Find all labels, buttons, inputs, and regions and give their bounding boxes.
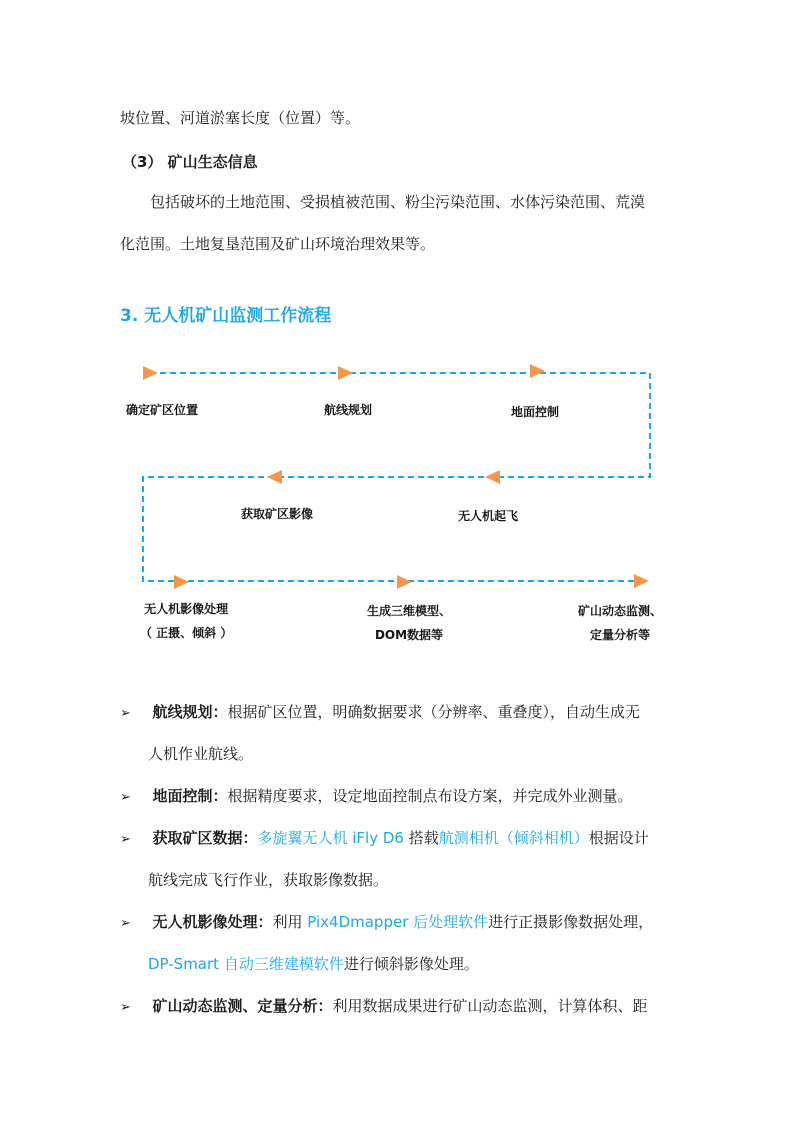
paragraph-line: 坡位置、河道淤塞长度（位置）等。 bbox=[120, 109, 361, 127]
bullet-text: 利用数据成果进行矿山动态监测，计算体积、距 bbox=[332, 997, 648, 1015]
section-title: 3. 无人机矿山监测工作流程 bbox=[120, 306, 332, 326]
bullet-item-acquire-data bbox=[120, 828, 649, 850]
flow-step-image-processing bbox=[140, 597, 232, 645]
flow-step-label: 无人机影像处理 bbox=[144, 602, 229, 616]
bullet-text: 进行倾斜影像处理。 bbox=[343, 955, 479, 973]
paragraph-line: 包括破坏的土地范围、受损植被范围、粉尘污染范围、水体污染范围、荒漠 bbox=[150, 193, 646, 211]
flow-step-sublabel: DOM数据等 bbox=[374, 628, 444, 642]
uav-model-link[interactable]: 多旋翼无人机 iFly D6 bbox=[257, 829, 404, 847]
arrow-right-icon bbox=[338, 366, 353, 380]
arrow-left-icon bbox=[485, 470, 500, 484]
bullet-title: 获取矿区数据： bbox=[152, 829, 258, 847]
flow-step-label: 矿山动态监测、 bbox=[578, 604, 663, 618]
bullet-text: 进行正摄影像数据处理， bbox=[488, 913, 654, 931]
bullet-text: 根据设计 bbox=[588, 829, 649, 847]
arrow-right-icon bbox=[397, 575, 412, 589]
flow-step-sublabel: （ 正摄、倾斜 ） bbox=[140, 626, 233, 640]
flow-step-uav-takeoff: 无人机起飞 bbox=[458, 509, 519, 523]
arrow-right-icon bbox=[143, 366, 158, 380]
bullet-item-ground-control bbox=[120, 786, 633, 808]
arrow-bullet-icon: ➢ bbox=[120, 1000, 131, 1015]
bullet-continuation: 航线完成飞行作业，获取影像数据。 bbox=[148, 871, 389, 889]
bullet-item-image-processing bbox=[120, 912, 653, 934]
bullet-text: 根据矿区位置，明确数据要求（分辨率、重叠度），自动生成无 bbox=[227, 703, 640, 721]
flow-step-route-planning: 航线规划 bbox=[324, 403, 373, 417]
bullet-text: 根据精度要求，设定地面控制点布设方案，并完成外业测量。 bbox=[227, 787, 633, 805]
arrow-bullet-icon: ➢ bbox=[120, 706, 131, 721]
bullet-item-route-planning bbox=[120, 702, 640, 724]
flow-step-ground-control: 地面控制 bbox=[511, 405, 560, 419]
flow-step-acquire-imagery: 获取矿区影像 bbox=[241, 507, 314, 521]
bullet-title: 矿山动态监测、定量分析： bbox=[152, 997, 333, 1015]
flow-connector-lines bbox=[143, 373, 650, 581]
arrow-bullet-icon: ➢ bbox=[120, 832, 131, 847]
bullet-item-monitoring bbox=[120, 996, 648, 1018]
bullet-title: 航线规划： bbox=[152, 703, 228, 721]
pix4d-link[interactable]: Pix4Dmapper 后处理软件 bbox=[307, 913, 489, 931]
bullet-title: 无人机影像处理： bbox=[152, 913, 273, 931]
dp-smart-link[interactable]: DP-Smart 自动三维建模软件 bbox=[148, 955, 344, 973]
bullet-text: 利用 bbox=[272, 913, 308, 931]
sub-heading: （3） 矿山生态信息 bbox=[122, 153, 258, 171]
arrow-bullet-icon: ➢ bbox=[120, 790, 131, 805]
arrow-right-icon bbox=[174, 575, 189, 589]
flow-step-sublabel: 定量分析等 bbox=[590, 628, 651, 642]
arrow-right-icon bbox=[530, 364, 545, 378]
flow-step-label: 生成三维模型、 bbox=[367, 604, 452, 618]
flow-step-3d-model bbox=[367, 599, 451, 647]
flow-step-site-location: 确定矿区位置 bbox=[126, 403, 199, 417]
bullet-title: 地面控制： bbox=[152, 787, 228, 805]
camera-link[interactable]: 航测相机（倾斜相机） bbox=[438, 829, 589, 847]
arrow-right-icon bbox=[634, 574, 649, 588]
bullet-continuation: 人机作业航线。 bbox=[148, 745, 254, 763]
paragraph-line: 化范围。土地复垦范围及矿山环境治理效果等。 bbox=[120, 235, 436, 253]
bullet-text: 搭载 bbox=[403, 829, 439, 847]
arrow-bullet-icon: ➢ bbox=[120, 916, 131, 931]
arrow-left-icon bbox=[267, 470, 282, 484]
flow-step-monitoring bbox=[578, 599, 662, 647]
bullet-continuation bbox=[148, 954, 479, 974]
